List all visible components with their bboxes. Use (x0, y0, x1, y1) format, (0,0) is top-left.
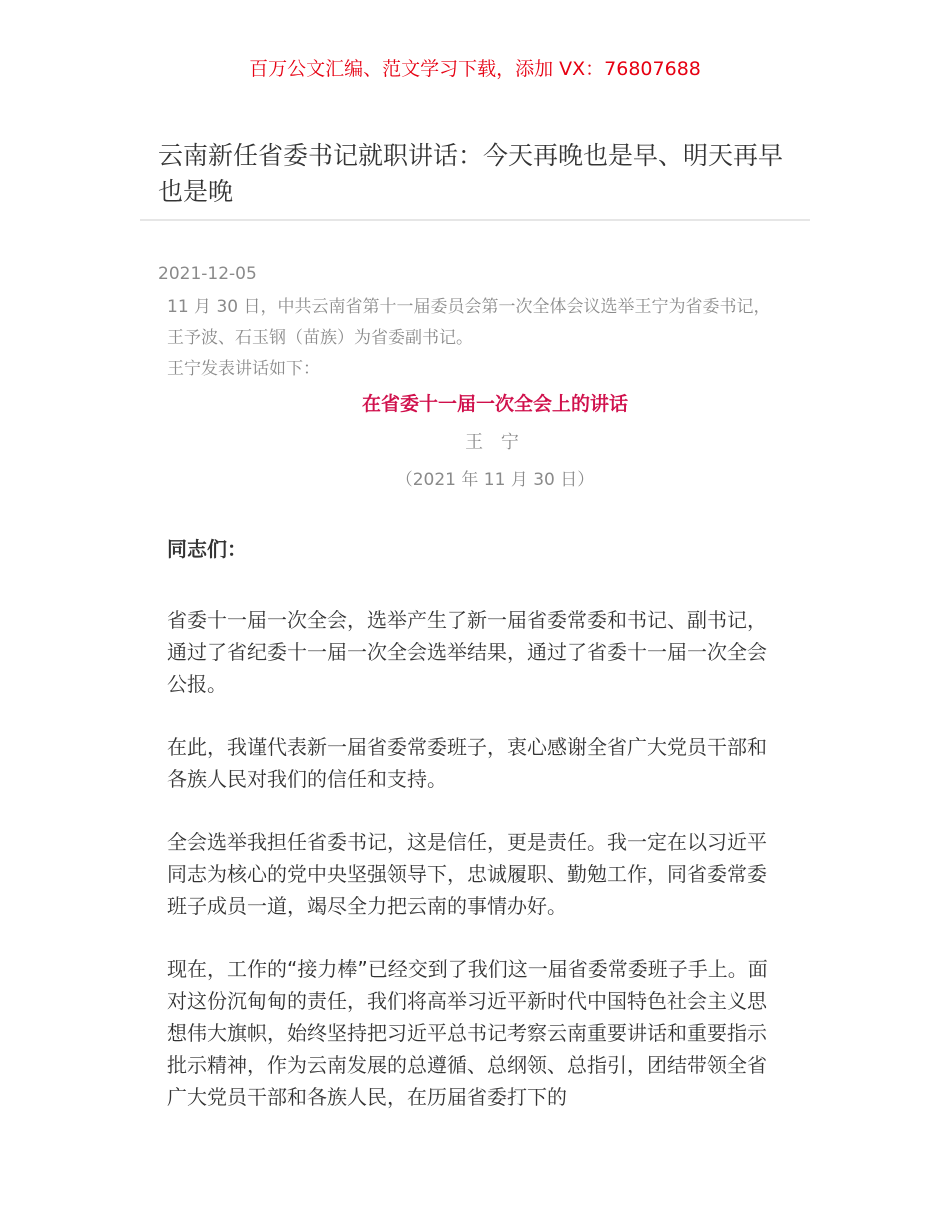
article-title: 云南新任省委书记就职讲话：今天再晚也是早、明天再早也是晚 (158, 141, 784, 206)
body-paragraph: 现在，工作的“接力棒”已经交到了我们这一届省委常委班子手上。面对这份沉甸甸的责任，我们将高举习近平新时代中国特色社会主义思想伟大旗帜，始终坚持把习近平总书记考察云南重要讲话和重要指示批示精神，作为云南发展的总遵循、总纲领、总指引，团结带领全省广大党员干部和各族人民，在历届省委打下的 (167, 957, 768, 1109)
body-paragraph: 在此，我谨代表新一届省委常委班子，衷心感谢全省广大党员干部和各族人民对我们的信任和支持。 (167, 735, 767, 791)
speech-title: 在省委十一届一次全会上的讲话 (361, 393, 628, 415)
body-paragraph: 全会选举我担任省委书记，这是信任，更是责任。我一定在以习近平同志为核心的党中央坚强领导下，忠诚履职、勤勉工作，同省委常委班子成员一道，竭尽全力把云南的事情办好。 (167, 830, 767, 918)
article-body (167, 533, 784, 1144)
speech-date: （2021 年 11 月 30 日） (395, 470, 595, 490)
intro-paragraph: 王宁发表讲话如下： (167, 359, 320, 379)
promo-banner: 百万公文汇编、范文学习下载，添加 VX：76807688 (249, 58, 701, 80)
article-intro (167, 292, 787, 385)
speaker-name: 王 宁 (465, 432, 525, 453)
greeting: 同志们： (167, 537, 247, 561)
body-paragraph: 省委十一届一次全会，选举产生了新一届省委常委和书记、副书记，通过了省纪委十一届一次全会选举结果，通过了省委十一届一次全会公报。 (167, 608, 767, 696)
title-divider (140, 219, 810, 221)
publish-date: 2021-12-05 (158, 264, 257, 284)
intro-paragraph: 11 月 30 日，中共云南省第十一届委员会第一次全体会议选举王宁为省委书记，王予波、石玉钢（苗族）为省委副书记。 (167, 297, 771, 348)
